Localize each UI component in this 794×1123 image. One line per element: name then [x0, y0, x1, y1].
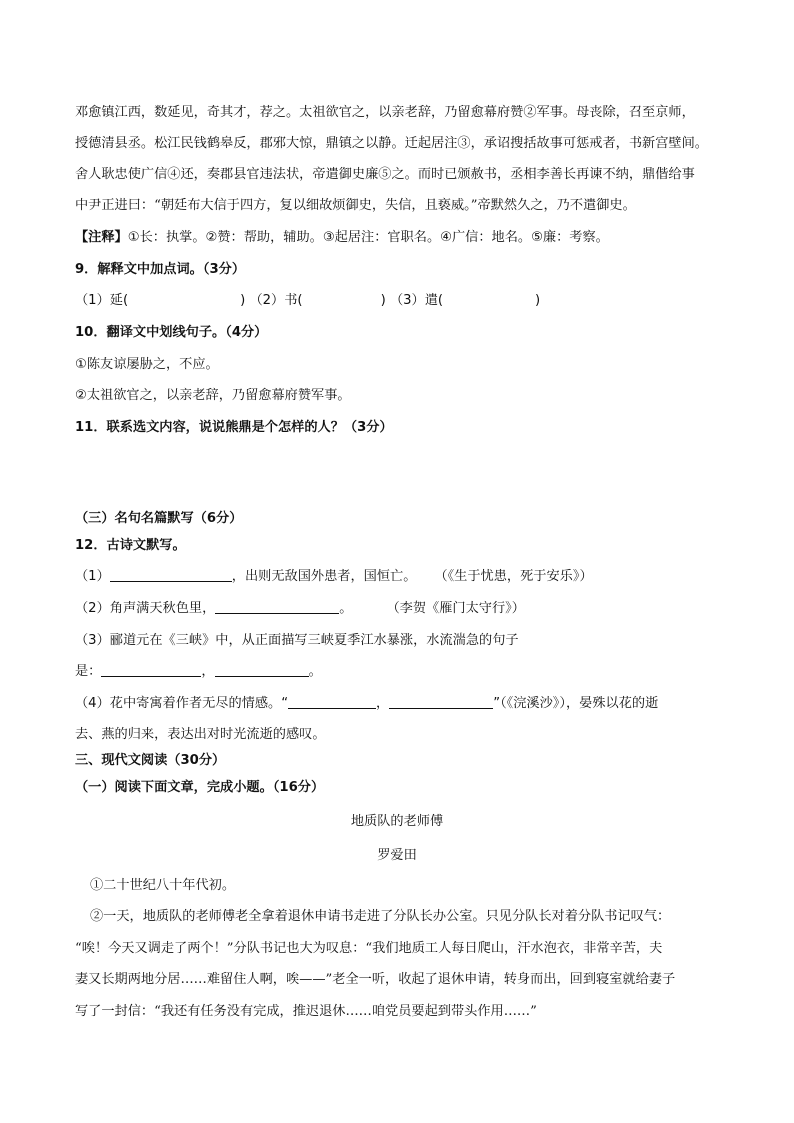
q12-item-4-mid: ， [376, 696, 390, 711]
section-3-heading: （三）名句名篇默写（6分） [75, 511, 243, 526]
article-author: 罗爱田 [377, 848, 417, 863]
q9-item-1-close: ) [240, 293, 246, 308]
q9-item-1-open: （1）延( [75, 293, 129, 308]
q9-item-3-open: （3）遣( [389, 293, 444, 308]
q12-item-4-continued: 去、燕的归来，表达出对时光流逝的感叹。 [75, 727, 326, 742]
q12-item-1-prefix: （1） [75, 569, 110, 584]
q12-item-3-prefix: 是： [75, 664, 102, 679]
part-3-heading: 三、现代文阅读（30分） [75, 753, 226, 768]
q12-item-4-text: （4）花中寄寓着作者无尽的情感。“ [75, 696, 289, 711]
part-3-subheading: （一）阅读下面文章，完成小题。（16分） [75, 780, 325, 795]
q12-blank-1[interactable] [110, 567, 232, 582]
q12-blank-2[interactable] [215, 599, 339, 614]
q12-item-1-source: （《生于忧患，死于安乐》） [434, 569, 593, 584]
classical-text-line-3: 舍人耿忠使广信④还，奏郡县官违法状，帝遣御史廉⑤之。而时已颁赦书，丞相李善长再谏不纳，鼎偕给事 [75, 167, 695, 182]
question-10-sentence-2: ②太祖欲官之，以亲老辞，乃留愈幕府赞军事。 [75, 388, 351, 403]
question-11-stem: 11．联系选文内容，说说熊鼎是个怎样的人？（3分） [75, 420, 393, 435]
q12-item-4-after: ”（《浣溪沙》），晏殊以花的逝 [493, 696, 659, 711]
classical-text-line-2: 授德清县丞。松江民钱鹤皋反，郡邪大惊，鼎镇之以静。迁起居注③，承诏搜括故事可惩戒者，书新宫壁间。 [75, 136, 708, 151]
q12-blank-3b[interactable] [215, 662, 309, 677]
classical-text-line-4: 中尹正进曰：“朝廷布大信于四方，复以细故烦御史，失信，且亵威。”帝默然久之，乃不遣御史。 [75, 198, 636, 213]
q9-item-2-close: ) [380, 293, 386, 308]
q12-item-3-mid: ， [201, 664, 215, 679]
q12-item-1 [75, 567, 735, 587]
q12-item-4 [75, 694, 735, 714]
classical-text-line-1: 邓愈镇江西，数延见，奇其才，荐之。太祖欲官之，以亲老辞，乃留愈幕府赞②军事。母丧除，召至京师， [75, 105, 695, 120]
article-paragraph-2-line-4: 写了一封信：“我还有任务没有完成，推迟退休……咱党员要起到带头作用……” [75, 1004, 537, 1019]
question-10-sentence-1: ①陈友谅屡胁之，不应。 [75, 357, 219, 372]
notes-label: 【注释】 [75, 230, 128, 245]
q12-item-2-source: （李贺《雁门太守行》） [386, 601, 525, 616]
q12-item-3-end: 。 [308, 664, 322, 679]
notes [75, 228, 735, 248]
article-paragraph-2-line-1: ②一天，地质队的老师傅老全拿着退休申请书走进了分队长办公室。只见分队长对着分队书记叹气： [90, 909, 671, 924]
question-9-items [75, 291, 735, 311]
q9-item-3-close: ) [535, 293, 541, 308]
article-title: 地质队的老师傅 [350, 814, 444, 829]
article-paragraph-2-line-2: “唉！今天又调走了两个！”分队书记也大为叹息：“我们地质工人每日爬山，汗水泡衣，非常辛苦，夫 [75, 941, 663, 956]
q12-item-3: （3）郦道元在《三峡》中，从正面描写三峡夏季江水暴涨，水流湍急的句子 [75, 633, 519, 648]
question-10-stem: 10．翻译文中划线句子。（4分） [75, 325, 268, 340]
q9-item-2-open: （2）书( [249, 293, 303, 308]
q12-item-2-end: 。 [339, 601, 353, 616]
q12-item-1-text: ，出则无敌国外患者，国恒亡。 [231, 569, 417, 584]
q12-blank-4a[interactable] [288, 694, 376, 709]
q12-item-2 [75, 599, 735, 619]
article-paragraph-2-line-3: 妻又长期两地分居……难留住人啊，唉——”老全一听，收起了退休申请，转身而出，回到寝室就给妻子 [75, 972, 676, 987]
q12-blank-4b[interactable] [389, 694, 493, 709]
q12-blank-3a[interactable] [101, 662, 201, 677]
article-paragraph-1: ①二十世纪八十年代初。 [90, 878, 236, 893]
notes-text: ①长：执掌。②赞：帮助，辅助。③起居注：官职名。④广信：地名。⑤廉：考察。 [127, 230, 609, 245]
question-12-stem: 12．古诗文默写。 [75, 538, 186, 553]
q12-item-3-answer [75, 662, 735, 682]
q12-item-2-text: （2）角声满天秋色里， [75, 601, 216, 616]
question-9-stem: 9．解释文中加点词。（3分） [75, 262, 246, 277]
